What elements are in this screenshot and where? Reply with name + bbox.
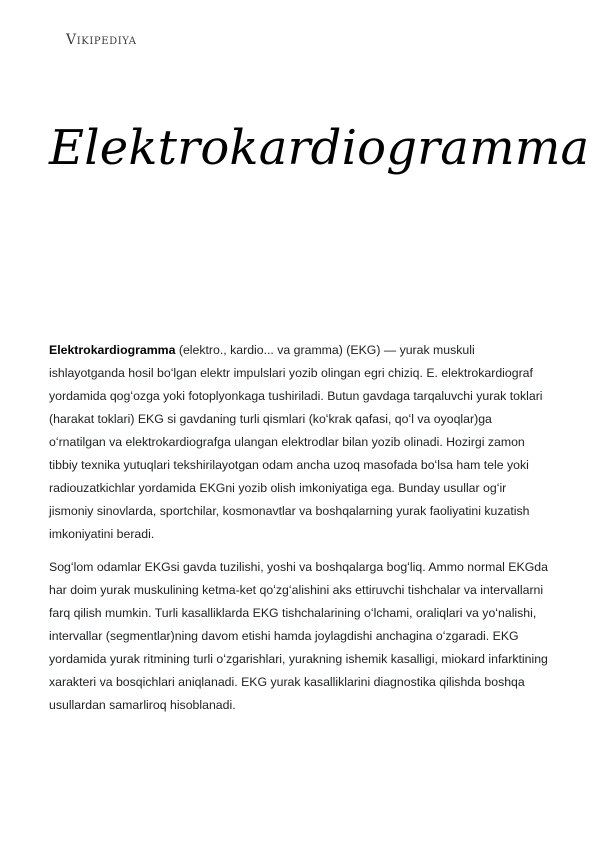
page-title: Elektrokardiogramma [49,120,590,176]
paragraph-text: (elektro., kardio... va gramma) (EKG) — yurak muskuli ishlayotganda hosil boʻlgan elektr impulslari yozib olingan egri chiziq. E. elektrokardiograf yordamida qogʻozga yoki fotoplyonkaga tushiriladi. Butun gavdaga tarqaluvchi yurak toklari (harakat toklari) EKG si gavdaning turli qismlari (koʻkrak qafasi, qoʻl va oyoqlar)ga oʻrnatilgan va elektrokardiografga ulangan elektrodlar bilan yozib olinadi. Hozirgi zamon tibbiy texnika yutuqlari tekshirilayotgan odam ancha uzoq masofada boʻlsa ham tele yoki radiouzatkichlar yordamida EKGni yozib olish imkoniyatiga ega. Bunday usullar ogʻir jismoniy sinovlarda, sportchilar, kosmonavtlar va boshqalarning yurak faoliyatini kuzatish imkoniyatini beradi. [49,343,543,541]
paragraph-text: Sogʻlom odamlar EKGsi gavda tuzilishi, yoshi va boshqalarga bogʻliq. Ammo normal EKGda har doim yurak muskulining ketma-ket qoʻzgʻalishini aks ettiruvchi tishchalar va intervallarni farq qilish mumkin. Turli kasalliklarda EKG tishchalarining oʻlchami, oraliqlari va yoʻnalishi, intervallar (segmentlar)ning davom etishi hamda joylagdishi anchagina oʻzgaradi. EKG yordamida yurak ritmining turli oʻzgarishlari, yurakning ishemik kasalligi, miokard infarktining xarakteri va bosqichlari aniqlanadi. EKG yurak kasalliklarini diagnostika qilishda boshqa usullardan samarliroq hisoblanadi. [49,560,548,712]
wikipedia-logo[interactable]: Vikipediya [66,32,137,48]
article-subject-bold: Elektrokardiogramma [49,343,176,357]
article-paragraph-1 [49,339,549,546]
article-paragraph-2 [49,556,549,717]
article-body [49,339,549,727]
